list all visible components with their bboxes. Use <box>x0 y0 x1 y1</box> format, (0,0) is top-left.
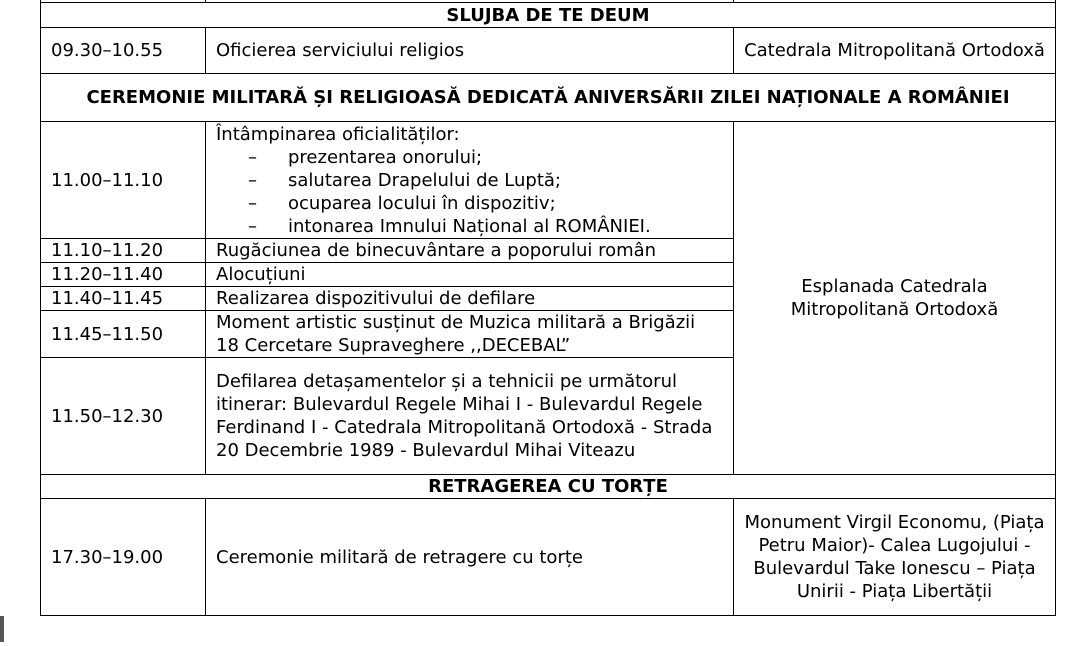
section-header-te-deum <box>41 3 1056 28</box>
activity-cell: Oficierea serviciului religios <box>206 28 734 74</box>
time-cell: 09.30–10.55 <box>41 28 206 74</box>
activity-cell: Moment artistic susținut de Muzica militară a Brigăzii 18 Cercetare Supraveghere ,,DECEBAL” <box>206 311 734 358</box>
activity-list <box>216 146 723 238</box>
list-item: – prezentarea onorului; <box>248 146 723 169</box>
time-cell: 11.40–11.45 <box>41 287 206 311</box>
time-cell: 11.45–11.50 <box>41 311 206 358</box>
time-cell: 11.10–11.20 <box>41 239 206 263</box>
activity-cell: Defilarea detașamentelor și a tehnicii pe următorul itinerar: Bulevardul Regele Mihai I - Bulevardul Regele Ferdinand I - Catedrala Mitropolitană Ortodoxă - Strada 20 Decembrie 1989 - Bulevardul Mihai Viteazu <box>206 358 734 475</box>
activity-cell <box>206 122 734 239</box>
location-cell: Catedrala Mitropolitană Ortodoxă <box>734 28 1056 74</box>
time-cell: 11.50–12.30 <box>41 358 206 475</box>
list-item: – intonarea Imnului Național al ROMÂNIEI. <box>248 215 723 238</box>
location-cell: Esplanada Catedrala Mitropolitană Ortodoxă <box>734 122 1056 475</box>
location-cell: Monument Virgil Economu, (Piața Petru Maior)- Calea Lugojului - Bulevardul Take Ionescu – Piața Unirii - Piața Libertății <box>734 499 1056 616</box>
section-title: SLUJBA DE TE DEUM <box>41 3 1056 28</box>
activity-cell: Realizarea dispozitivului de defilare <box>206 287 734 311</box>
table-row <box>41 28 1056 74</box>
time-cell: 17.30–19.00 <box>41 499 206 616</box>
table-row <box>41 122 1056 239</box>
section-title: RETRAGEREA CU TORȚE <box>41 475 1056 499</box>
program-table <box>40 0 1056 616</box>
time-cell: 11.00–11.10 <box>41 122 206 239</box>
activity-cell: Alocuțiuni <box>206 263 734 287</box>
table-row <box>41 499 1056 616</box>
activity-intro: Întâmpinarea oficialităților: <box>216 123 460 145</box>
activity-cell: Rugăciunea de binecuvântare a poporului român <box>206 239 734 263</box>
time-cell: 11.20–11.40 <box>41 263 206 287</box>
page-edge-mark <box>0 616 4 642</box>
section-header-torches <box>41 475 1056 499</box>
section-header-ceremony <box>41 74 1056 122</box>
list-item: – ocuparea locului în dispozitiv; <box>248 192 723 215</box>
list-item: – salutarea Drapelului de Luptă; <box>248 169 723 192</box>
section-title: CEREMONIE MILITARĂ ȘI RELIGIOASĂ DEDICATĂ ANIVERSĂRII ZILEI NAȚIONALE A ROMÂNIEI <box>41 74 1056 122</box>
activity-cell: Ceremonie militară de retragere cu torțe <box>206 499 734 616</box>
